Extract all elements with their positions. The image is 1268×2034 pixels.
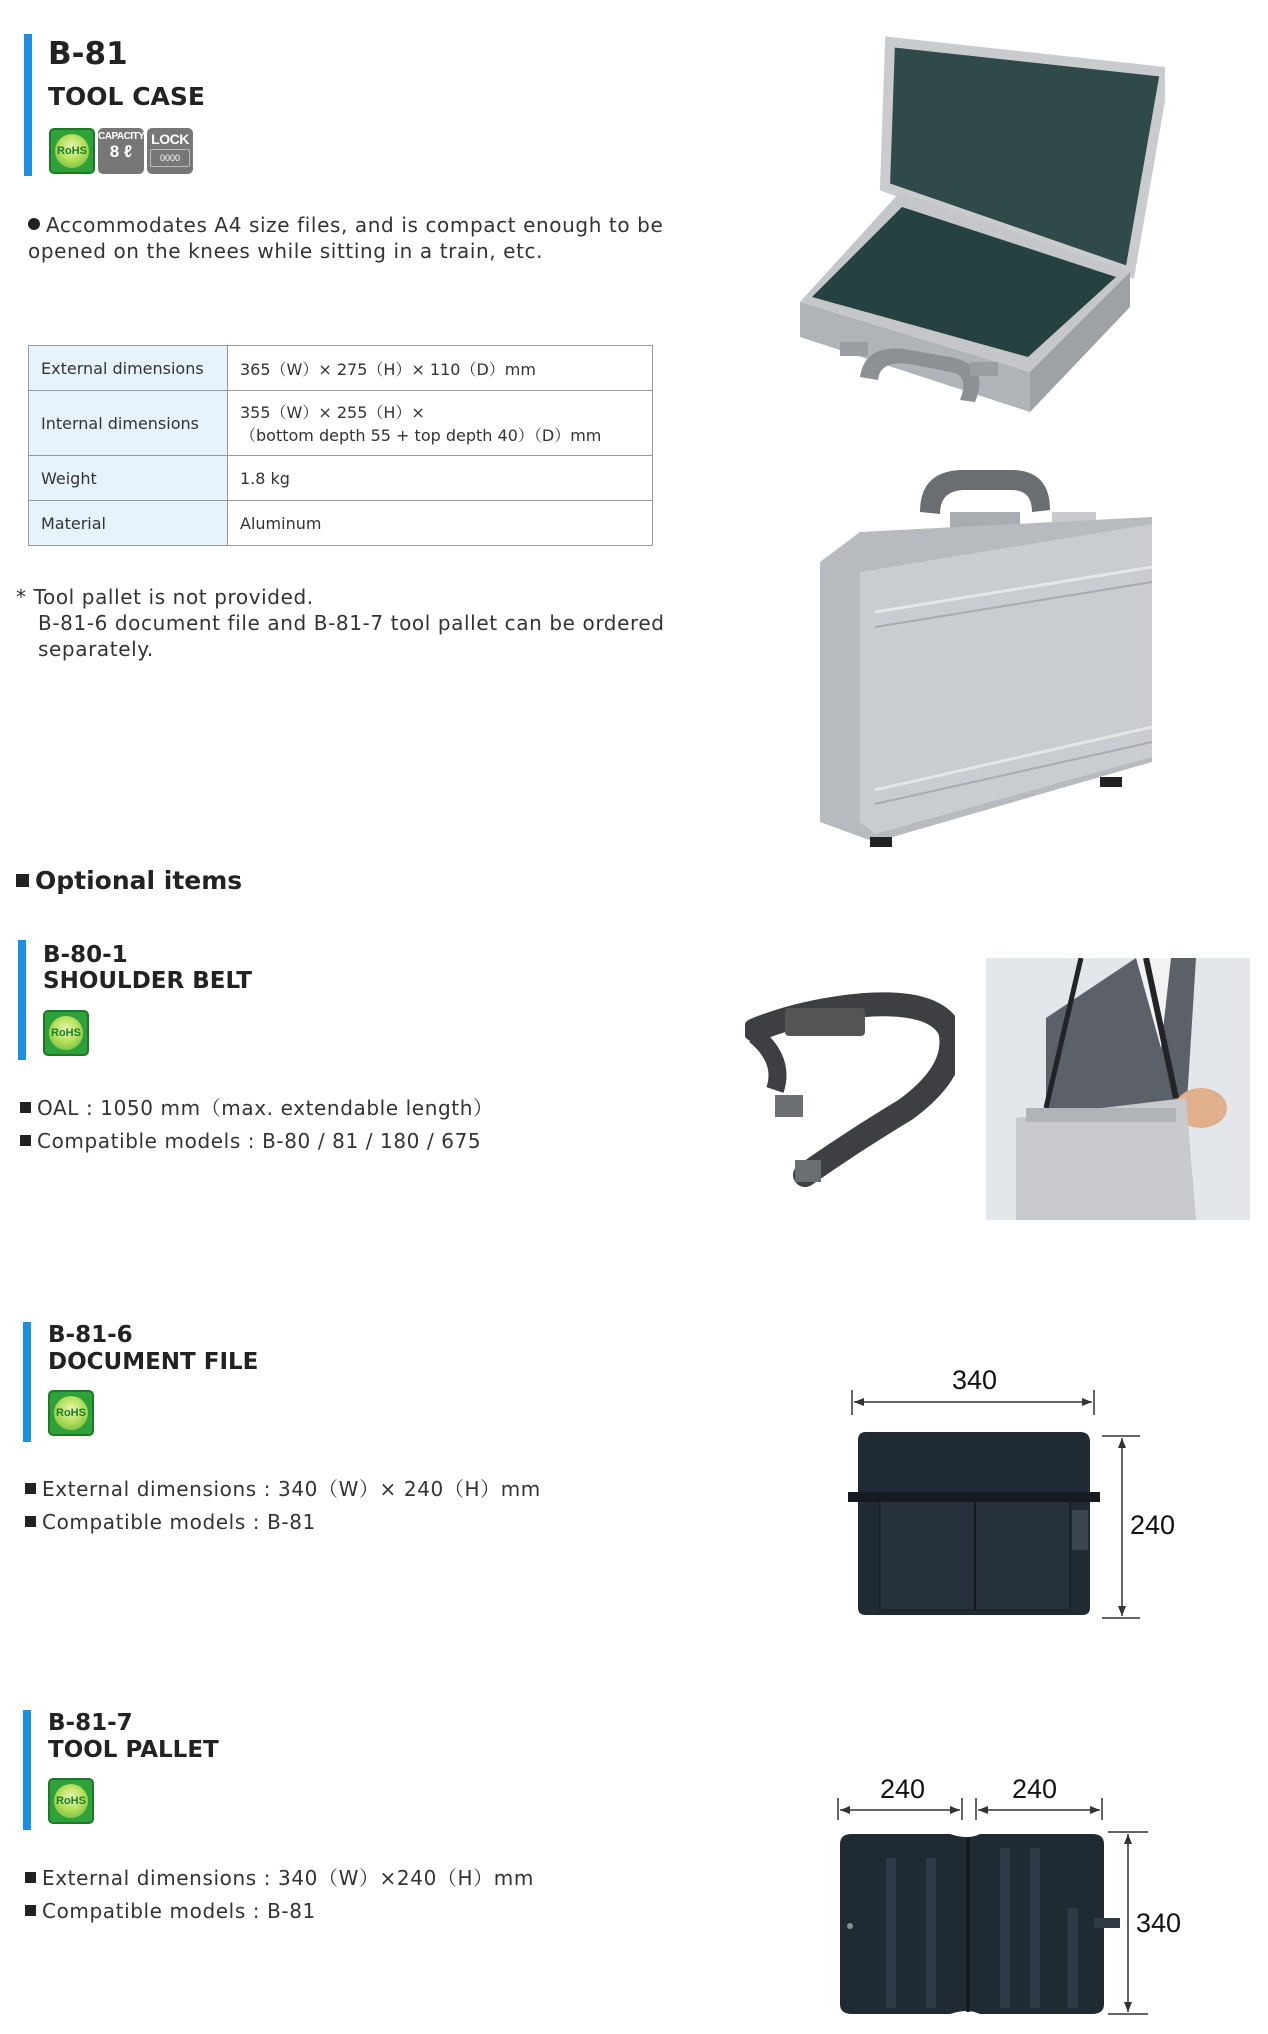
option-name: SHOULDER BELT bbox=[43, 968, 252, 994]
closed-case-image bbox=[800, 462, 1160, 852]
spec-table bbox=[28, 345, 653, 546]
rohs-icon: RoHS bbox=[54, 1396, 88, 1430]
rohs-badge bbox=[48, 1778, 94, 1824]
section-accent-bar bbox=[23, 1322, 31, 1442]
rohs-badge bbox=[48, 1390, 94, 1436]
left-width-label: 240 bbox=[880, 1774, 926, 1804]
spec-key: Weight bbox=[29, 456, 228, 501]
section-accent-bar bbox=[23, 1710, 31, 1830]
lock-badge: LOCK 0000 bbox=[147, 128, 193, 174]
square-bullet-icon bbox=[20, 1102, 31, 1113]
section-accent-bar bbox=[24, 34, 32, 176]
height-label: 340 bbox=[1136, 1908, 1182, 1938]
square-bullet-icon bbox=[25, 1516, 36, 1527]
square-bullet-icon bbox=[25, 1872, 36, 1883]
product-code: B-81 bbox=[48, 36, 128, 72]
option-details: OAL : 1050 mm（max. extendable length） Compatible models : B-80 / 81 / 180 / 675 bbox=[20, 1092, 640, 1158]
spec-value: 1.8 kg bbox=[228, 456, 653, 501]
option-details: External dimensions : 340（W）× 240（H）mm Compatible models : B-81 bbox=[25, 1473, 645, 1539]
capacity-badge: CAPACITY 8 ℓ bbox=[98, 128, 144, 174]
option-name: TOOL PALLET bbox=[48, 1737, 219, 1763]
rohs-icon: RoHS bbox=[55, 134, 89, 168]
rohs-badge bbox=[43, 1010, 89, 1056]
option-code: B-81-6 bbox=[48, 1322, 133, 1348]
square-bullet-icon bbox=[25, 1905, 36, 1916]
spec-value: 355（W）× 255（H）× （bottom depth 55 + top depth 40）（D）mm bbox=[228, 391, 653, 456]
note-mark: * bbox=[16, 585, 27, 609]
square-bullet-icon bbox=[16, 874, 29, 887]
spec-row bbox=[29, 391, 653, 456]
product-description: Accommodates A4 size files, and is compact enough to be opened on the knees while sitting in a train, etc. bbox=[28, 213, 664, 263]
spec-value: Aluminum bbox=[228, 501, 653, 546]
option-code: B-80-1 bbox=[43, 942, 128, 968]
open-case-image bbox=[790, 22, 1165, 422]
spec-key: Material bbox=[29, 501, 228, 546]
rohs-badge bbox=[49, 128, 95, 174]
spec-key: Internal dimensions bbox=[29, 391, 228, 456]
square-bullet-icon bbox=[20, 1135, 31, 1146]
spec-row bbox=[29, 456, 653, 501]
optional-heading: Optional items bbox=[16, 866, 242, 895]
spec-value: 365（W）× 275（H）× 110（D）mm bbox=[228, 346, 653, 391]
person-carrying-case-image bbox=[986, 958, 1250, 1220]
height-label: 240 bbox=[1130, 1510, 1176, 1540]
square-bullet-icon bbox=[25, 1483, 36, 1494]
option-details: External dimensions : 340（W）×240（H）mm Compatible models : B-81 bbox=[25, 1862, 645, 1928]
rohs-icon: RoHS bbox=[54, 1784, 88, 1818]
width-label: 340 bbox=[952, 1365, 998, 1395]
product-name: TOOL CASE bbox=[48, 82, 205, 111]
spec-row bbox=[29, 501, 653, 546]
option-code: B-81-7 bbox=[48, 1710, 133, 1736]
section-accent-bar bbox=[18, 940, 26, 1060]
tool-pallet-diagram bbox=[830, 1768, 1182, 2024]
right-width-label: 240 bbox=[1012, 1774, 1058, 1804]
product-note: * Tool pallet is not provided. B-81-6 document file and B-81-7 tool pallet can be ordered separately. bbox=[16, 585, 665, 661]
spec-key: External dimensions bbox=[29, 346, 228, 391]
spec-row bbox=[29, 346, 653, 391]
shoulder-belt-image bbox=[745, 990, 955, 1200]
document-file-diagram bbox=[840, 1360, 1176, 1630]
bullet-icon bbox=[28, 218, 40, 230]
rohs-icon: RoHS bbox=[49, 1016, 83, 1050]
option-name: DOCUMENT FILE bbox=[48, 1349, 259, 1375]
